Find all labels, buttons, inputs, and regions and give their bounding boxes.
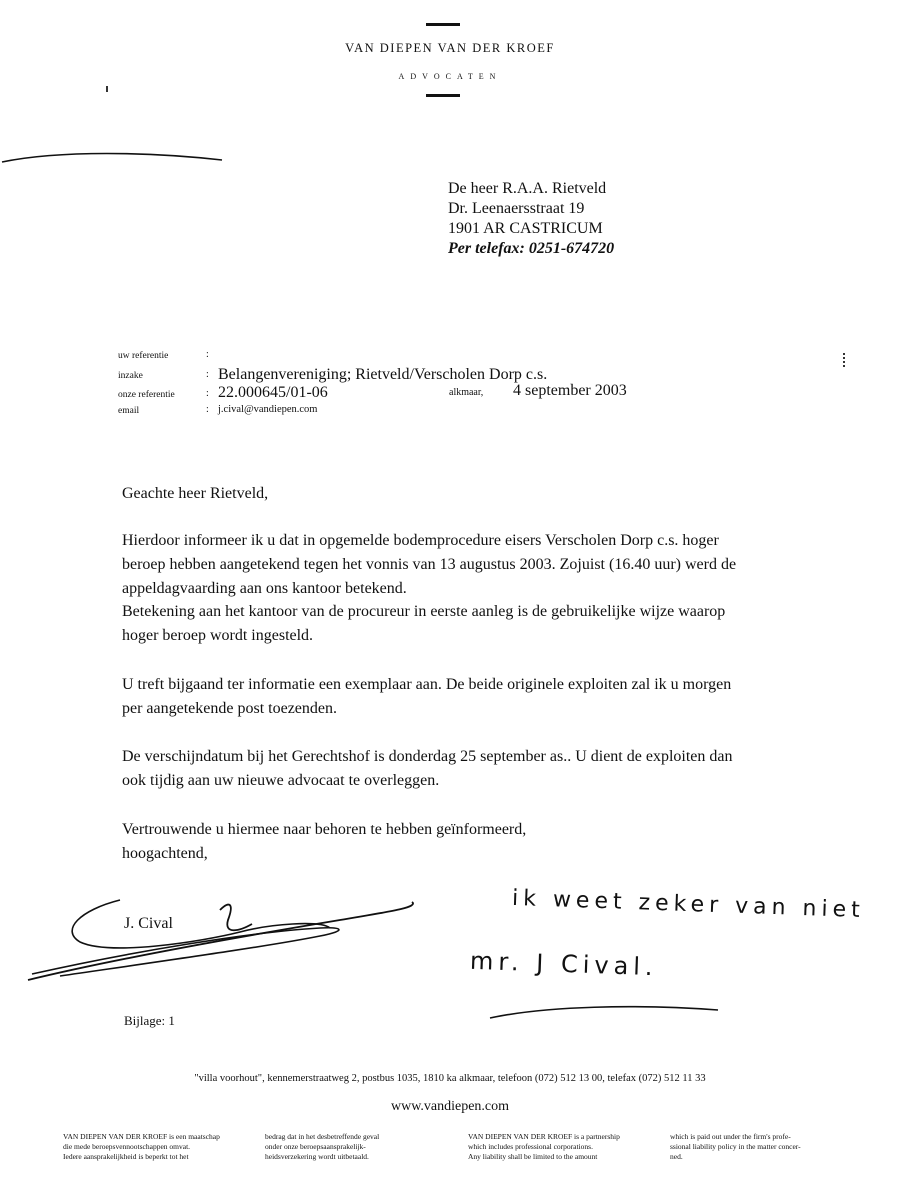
letterhead-bottom-rule bbox=[426, 94, 460, 97]
inzake-value: Belangenvereniging; Rietveld/Verscholen Dorp c.s. bbox=[218, 366, 548, 383]
attachment-note: Bijlage: 1 bbox=[124, 1013, 175, 1028]
paragraph-1-line-2: beroep hebben aangetekend tegen het vonnis van 13 augustus 2003. Zojuist (16.40 uur) werd de bbox=[122, 556, 737, 573]
footer-col-3-line-2: which includes professional corporations. bbox=[468, 1142, 593, 1151]
signer-name: J. Cival bbox=[124, 915, 173, 932]
footer-disclaimer-col-1 bbox=[63, 1132, 263, 1162]
footer-col-2-line-3: heidsverzekering wordt uitbetaald. bbox=[265, 1152, 369, 1161]
firm-name: VAN DIEPEN VAN DER KROEF bbox=[345, 41, 555, 55]
handwritten-underline bbox=[486, 1000, 726, 1024]
footer-col-1-line-3: Iedere aansprakelijkheid is beperkt tot het bbox=[63, 1152, 189, 1161]
footer-col-4-line-1: which is paid out under the firm's profe- bbox=[670, 1132, 791, 1141]
footer-col-3-line-1: VAN DIEPEN VAN DER KROEF is a partnership bbox=[468, 1132, 620, 1141]
closing-line-1: Vertrouwende u hiermee naar behoren te hebben geïnformeerd, bbox=[122, 821, 527, 838]
footer-col-3-line-3: Any liability shall be limited to the amount bbox=[468, 1152, 598, 1161]
email-value[interactable]: j.cival@vandiepen.com bbox=[218, 404, 318, 415]
letter-date: 4 september 2003 bbox=[513, 382, 627, 399]
footer-col-1-line-1: VAN DIEPEN VAN DER KROEF is een maatschap bbox=[63, 1132, 220, 1141]
footer-col-4-line-2: ssional liability policy in the matter concer- bbox=[670, 1142, 801, 1151]
firm-subtitle: ADVOCATEN bbox=[398, 72, 502, 81]
paragraph-2-line-2: per aangetekende post toezenden. bbox=[122, 700, 338, 717]
handwritten-note-line-1: ik weet zeker van niet bbox=[511, 885, 866, 924]
label-email: email bbox=[118, 406, 140, 416]
handwritten-note-line-2: mr. J Cival. bbox=[469, 946, 659, 982]
closing-line-2: hoogachtend, bbox=[122, 845, 208, 862]
salutation: Geachte heer Rietveld, bbox=[122, 485, 269, 502]
label-onze-referentie: onze referentie bbox=[118, 390, 175, 400]
paragraph-1-line-4: Betekening aan het kantoor van de procureur in eerste aanleg is de gebruikelijke wijze waarop bbox=[122, 603, 726, 620]
scan-edge-mark bbox=[843, 353, 847, 367]
paragraph-1-line-3: appeldagvaarding aan ons kantoor betekend. bbox=[122, 580, 407, 597]
colon-inzake: : bbox=[206, 369, 209, 380]
colon-uw-referentie: : bbox=[206, 349, 209, 360]
recipient-name: De heer R.A.A. Rietveld bbox=[448, 180, 607, 197]
signature-scribble bbox=[20, 880, 420, 990]
footer-col-2-line-2: onder onze beroepsaansprakelijk- bbox=[265, 1142, 366, 1151]
paragraph-3-line-1: De verschijndatum bij het Gerechtshof is donderdag 25 september as.. U dient de exploiten dan bbox=[122, 748, 733, 765]
footer-disclaimer-col-3 bbox=[468, 1132, 668, 1162]
recipient-city: 1901 AR CASTRICUM bbox=[448, 220, 603, 237]
colon-email: : bbox=[206, 404, 209, 415]
footer-col-2-line-1: bedrag dat in het desbetreffende geval bbox=[265, 1132, 380, 1141]
label-inzake: inzake bbox=[118, 371, 143, 381]
footer-disclaimer-col-4 bbox=[670, 1132, 870, 1162]
onze-referentie-value: 22.000645/01-06 bbox=[218, 384, 328, 401]
letterhead-top-rule bbox=[426, 23, 460, 26]
paragraph-3-line-2: ook tijdig aan uw nieuwe advocaat te overleggen. bbox=[122, 772, 440, 789]
paragraph-2-line-1: U treft bijgaand ter informatie een exemplaar aan. De beide originele exploiten zal ik u morgen bbox=[122, 676, 732, 693]
footer-address: "villa voorhout", kennemerstraatweg 2, postbus 1035, 1810 ka alkmaar, telefoon (072) 512 13 00, telefax (072) 512 11 33 bbox=[194, 1073, 706, 1084]
recipient-street: Dr. Leenaersstraat 19 bbox=[448, 200, 585, 217]
paragraph-1-line-5: hoger beroep wordt ingesteld. bbox=[122, 627, 314, 644]
scan-dot-mark bbox=[106, 86, 108, 92]
label-uw-referentie: uw referentie bbox=[118, 351, 169, 361]
footer-col-4-line-3: ned. bbox=[670, 1152, 683, 1161]
paragraph-1-line-1: Hierdoor informeer ik u dat in opgemelde bodemprocedure eisers Verscholen Dorp c.s. hoger bbox=[122, 532, 719, 549]
footer-disclaimer-col-2 bbox=[265, 1132, 465, 1162]
footer-website[interactable]: www.vandiepen.com bbox=[390, 1099, 510, 1114]
colon-onze-referentie: : bbox=[206, 388, 209, 399]
recipient-fax: Per telefax: 0251-674720 bbox=[448, 240, 615, 257]
scan-stroke-top-left bbox=[0, 140, 240, 180]
place-label: alkmaar, bbox=[449, 387, 484, 398]
footer-col-1-line-2: die mede beroepsvennootschappen omvat. bbox=[63, 1142, 191, 1151]
